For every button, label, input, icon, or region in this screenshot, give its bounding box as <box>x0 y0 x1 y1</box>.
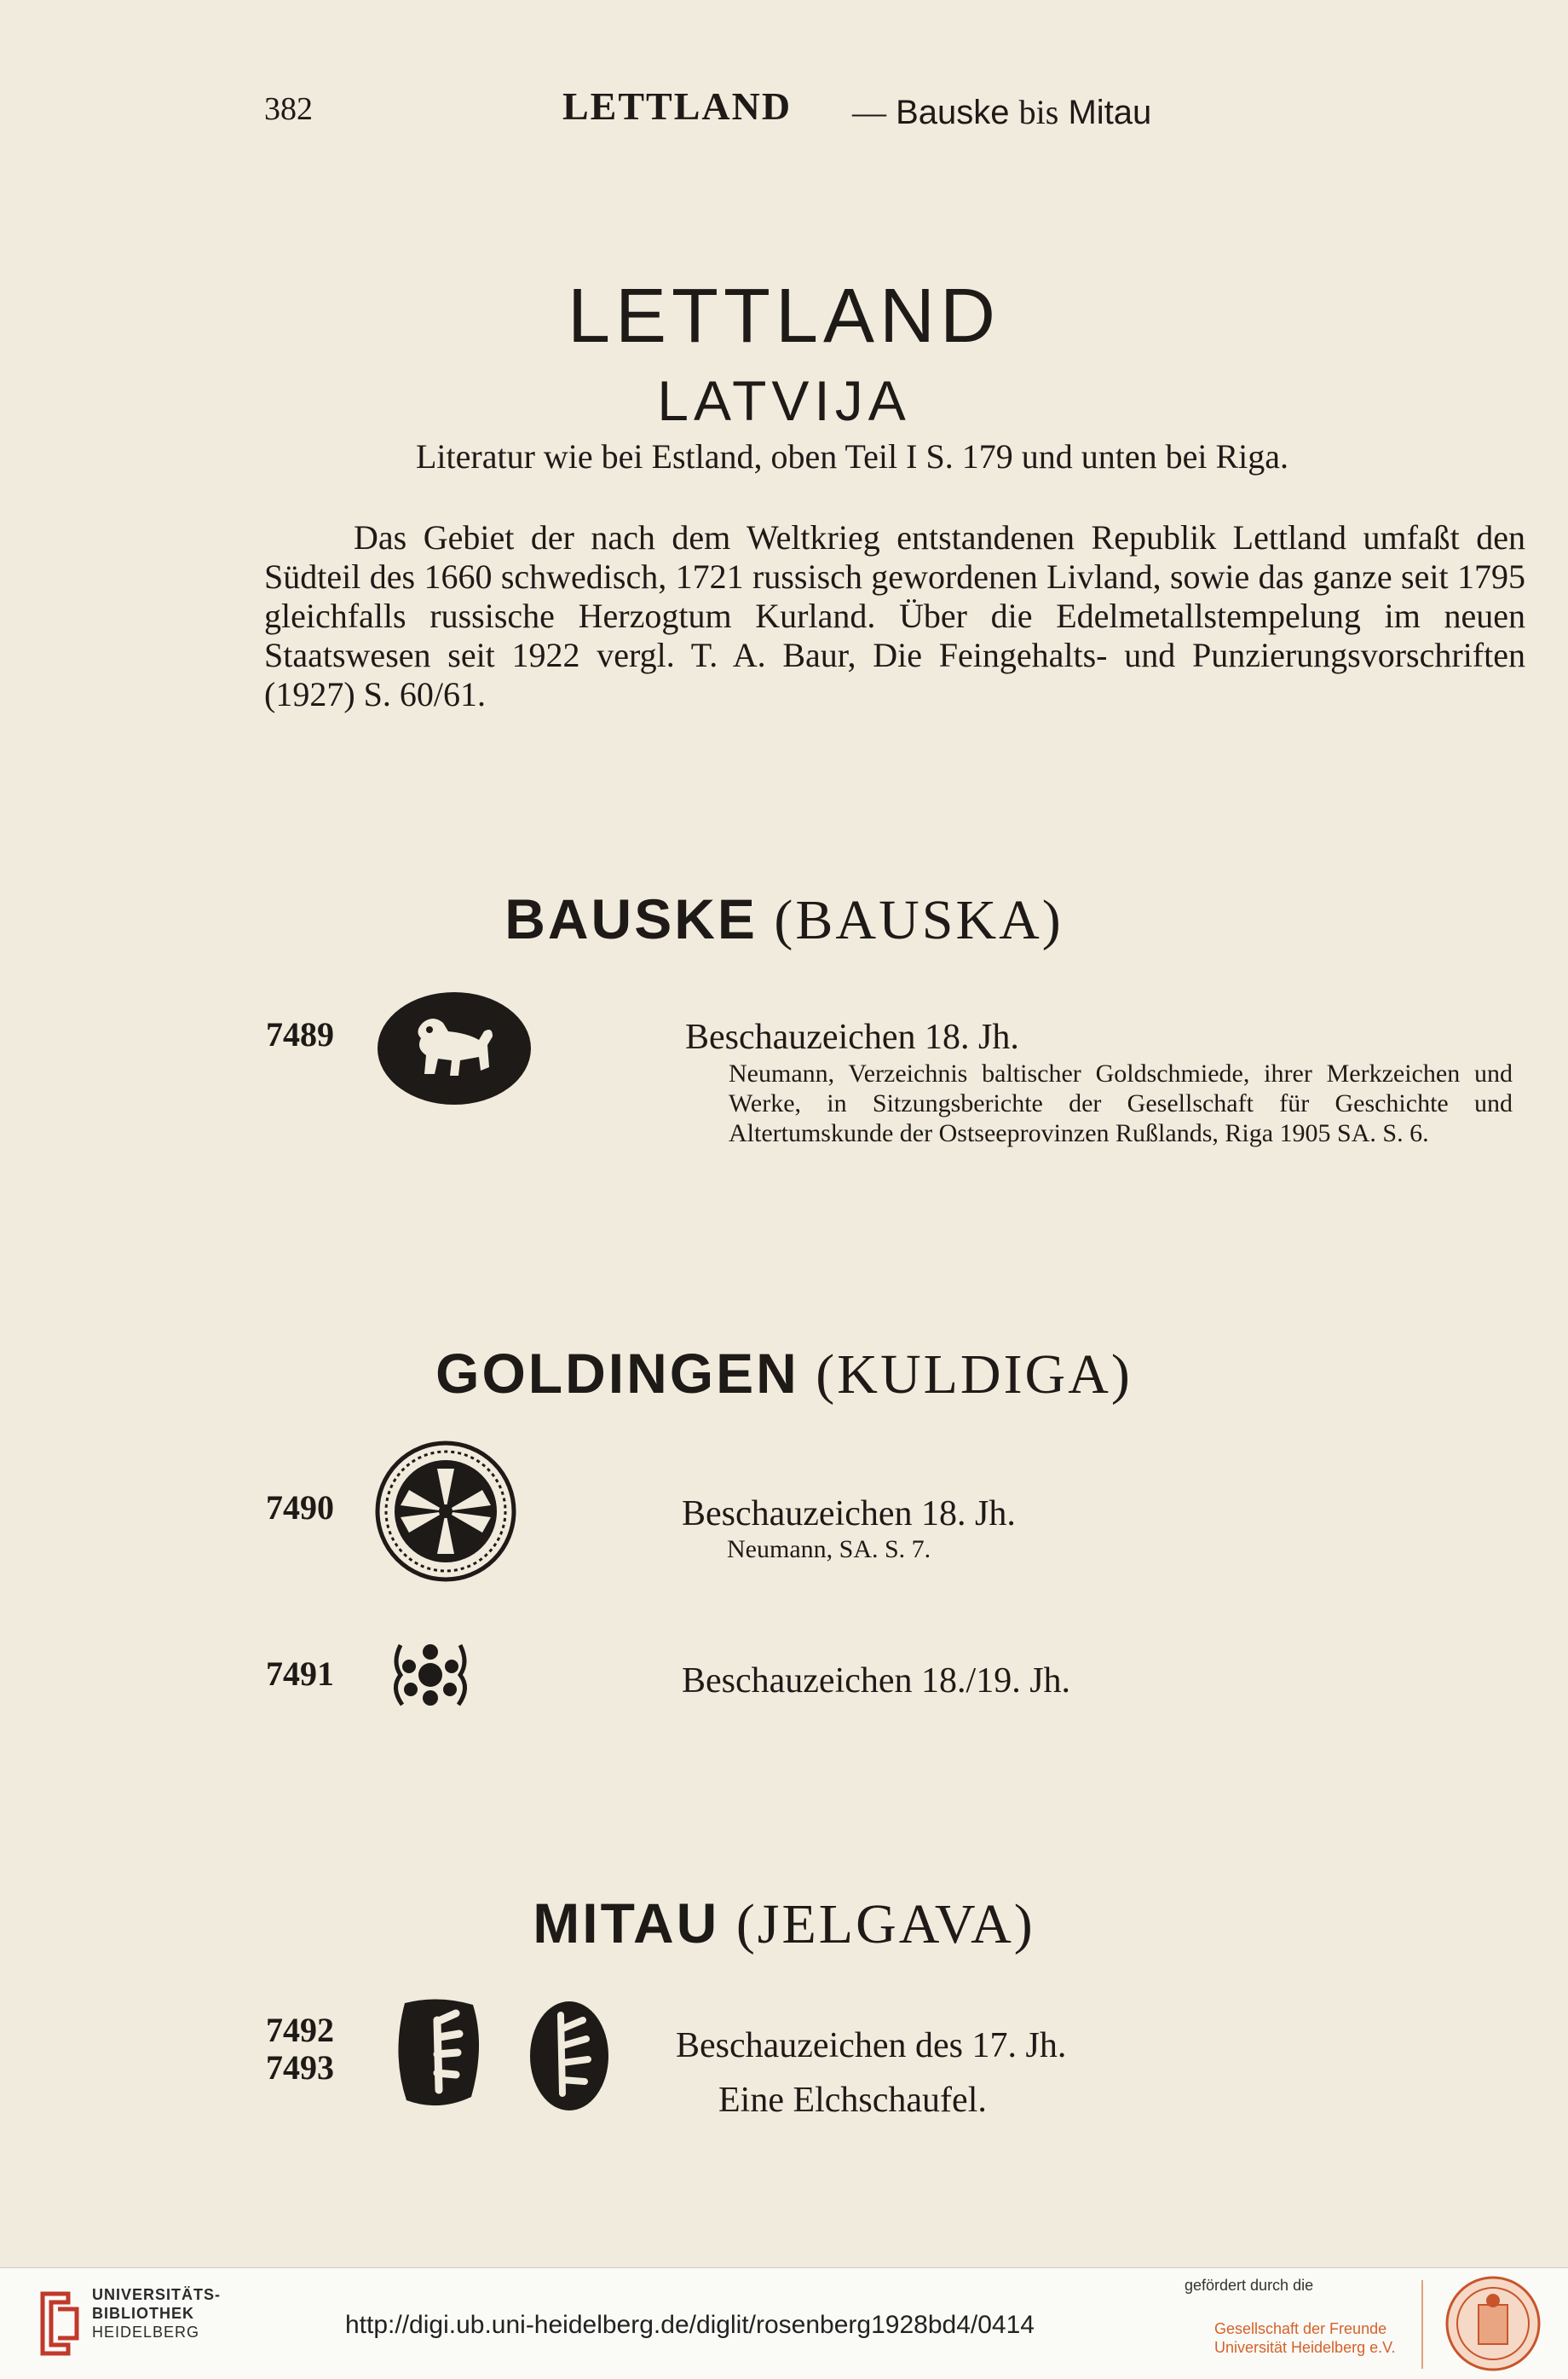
country-subtitle: LATVIJA <box>657 369 911 432</box>
library-name <box>92 2285 221 2341</box>
lion-mark-icon <box>373 989 535 1108</box>
library-name-line3: HEIDELBERG <box>92 2324 200 2341</box>
running-title: LETTLAND <box>562 84 793 128</box>
mark-number-7489: 7489 <box>266 1015 334 1054</box>
city-name: BAUSKE <box>504 887 758 950</box>
footer-divider <box>1421 2280 1423 2369</box>
university-seal-icon <box>1444 2275 1542 2372</box>
source-url-link[interactable]: http://digi.ub.uni-heidelberg.de/diglit/rosenberg1928bd4/0414 <box>345 2311 1035 2339</box>
antler-shield-mark-icon <box>527 1998 612 2113</box>
mark-numbers-7492-7493 <box>266 2012 334 2087</box>
city-alt-name: (JELGAVA) <box>735 1893 1035 1955</box>
city-heading-bauske <box>0 886 1568 953</box>
library-name-line1: UNIVERSITÄTS- <box>92 2286 222 2303</box>
mark-description: Beschauzeichen 18./19. Jh. <box>682 1661 1071 1701</box>
mark-number-7492: 7492 <box>266 2011 334 2049</box>
city-alt-name: (KULDIGA) <box>816 1343 1133 1406</box>
mark-description: Beschauzeichen des 17. Jh. <box>676 2026 1067 2065</box>
running-dash: — <box>852 93 886 131</box>
running-subtitle <box>852 92 1151 132</box>
city-name: MITAU <box>533 1891 720 1955</box>
digitization-footer <box>0 2267 1568 2379</box>
mark-number-7491: 7491 <box>266 1654 334 1693</box>
mark-reference: Neumann, Verzeichnis baltischer Goldschmiede, ihrer Merkzeichen und Werke, in Sitzungsberichte der Gesellschaft für Geschichte und Altertumskunde der Ostseeprovinzen Rußlands, Riga 1905 SA. S. 6. <box>729 1060 1513 1147</box>
city-alt-name: (BAUSKA) <box>774 889 1064 951</box>
running-subtitle-end: Mitau <box>1068 94 1152 131</box>
mark-note: Eine Elchschaufel. <box>718 2081 987 2120</box>
city-name: GOLDINGEN <box>435 1342 799 1405</box>
rosette-mark-icon <box>375 1628 486 1722</box>
wheel-mark-icon <box>373 1439 518 1584</box>
literature-note: Literatur wie bei Estland, oben Teil I S. 179 und unten bei Riga. <box>415 437 1289 476</box>
sponsor-name-line2: Universität Heidelberg e.V. <box>1214 2339 1396 2356</box>
running-subtitle-bis: bis <box>1018 93 1059 131</box>
antler-mark-icon <box>388 1995 490 2114</box>
mark-description: Beschauzeichen 18. Jh. <box>682 1494 1016 1533</box>
mark-reference: Neumann, SA. S. 7. <box>727 1535 931 1563</box>
sponsor-intro: gefördert durch die <box>1185 2277 1314 2294</box>
mark-number-7490: 7490 <box>266 1488 334 1527</box>
mark-number-7493: 7493 <box>266 2048 334 2087</box>
sponsor-name-line1: Gesellschaft der Freunde <box>1214 2320 1387 2337</box>
intro-paragraph: Das Gebiet der nach dem Weltkrieg entstandenen Republik Lettland umfaßt den Südteil des 1660 schwedisch, 1721 russisch gewordenen Livland, sowie das ganze seit 1795 gleichfalls russische Herzogtum Kurland. Über die Edelmetallstempelung im neuen Staatswesen seit 1922 vergl. T. A. Baur, Die Feingehalts- und Punzierungsvorschriften (1927) S. 60/61. <box>264 518 1525 713</box>
sponsor-name <box>1214 2319 1395 2357</box>
page-number: 382 <box>264 91 313 127</box>
library-name-line2: BIBLIOTHEK <box>92 2305 194 2322</box>
country-title: LETTLAND <box>567 274 1001 359</box>
city-heading-mitau <box>0 1891 1568 1957</box>
mark-description: Beschauzeichen 18. Jh. <box>685 1018 1019 1057</box>
running-head <box>264 84 1270 143</box>
library-logo-icon <box>34 2285 85 2362</box>
running-subtitle-start: Bauske <box>896 94 1010 131</box>
city-heading-goldingen <box>0 1341 1568 1407</box>
